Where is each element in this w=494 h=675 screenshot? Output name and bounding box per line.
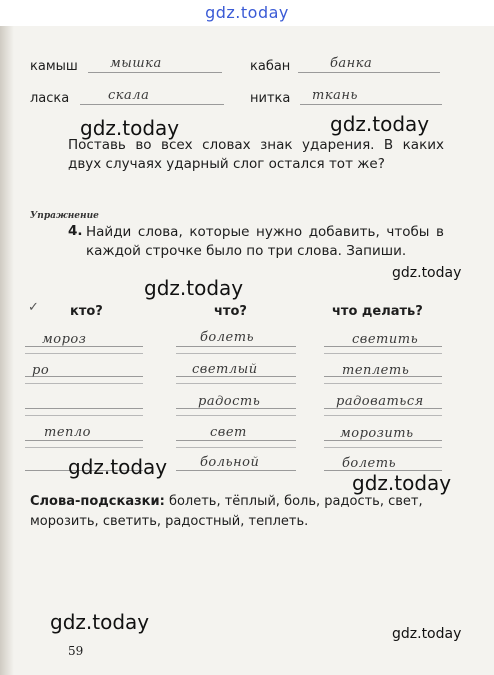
answer-line [80,104,224,105]
watermark: gdz.today [392,626,462,642]
column-header-do: что делать? [332,304,423,319]
table-line [324,353,442,354]
answer-line [300,104,442,105]
table-line [176,353,296,354]
watermark: gdz.today [330,112,430,136]
table-line [176,470,296,471]
watermark: gdz.today [352,471,452,495]
table-line [25,408,143,409]
row3-do: радоваться [336,394,424,409]
table-line [176,415,296,416]
row4-what: свет [210,425,247,440]
table-line [176,346,296,347]
table-line [25,447,143,448]
watermark: gdz.today [80,116,180,140]
exercise-instruction: Найди слова, которые нужно добавить, чтобы в каждой строчке было по три слова. Запиши. [86,224,444,259]
row2-who: ро [32,363,50,378]
table-line [176,383,296,384]
hints-label: Слова-подсказки: [30,494,165,509]
word-kamysh: камыш [30,59,78,74]
hints-words: болеть, тёплый, боль, радость, свет, морозить, светить, радостный, теплеть. [30,494,423,529]
row1-do: светить [352,332,419,347]
row4-who: тепло [44,425,91,440]
table-line [324,383,442,384]
watermark-top: gdz.today [205,3,289,22]
watermark: gdz.today [144,276,244,300]
column-header-what: что? [214,304,247,319]
row4-do: морозить [340,426,414,441]
column-header-who: кто? [70,304,103,319]
table-line [25,383,143,384]
row1-who: мороз [42,332,87,347]
word-laska: ласка [30,91,70,106]
answer-banka: банка [330,56,373,71]
table-line [25,440,143,441]
exercise-label: Упражнение [30,211,99,221]
row2-what: светлый [192,362,258,377]
row5-what: больной [200,455,260,470]
word-kaban: кабан [250,59,291,74]
table-line [25,415,143,416]
row5-do: болеть [342,456,397,471]
watermark: gdz.today [50,610,150,634]
answer-skala: скала [108,88,150,103]
row1-what: болеть [200,330,255,345]
table-line [176,447,296,448]
word-nitka: нитка [250,91,291,106]
page-spine-shadow [0,0,14,675]
answer-tkan: ткань [312,88,358,103]
table-line [176,440,296,441]
watermark-top-bar [0,0,494,26]
watermark: gdz.today [68,455,168,479]
table-line [324,447,442,448]
row2-do: теплеть [342,363,410,378]
answer-line [298,72,440,73]
page-number: 59 [68,644,84,658]
row3-what: радость [198,394,261,409]
check-mark-icon: ✓ [28,300,39,315]
answer-line [88,72,222,73]
watermark: gdz.today [392,265,462,281]
table-line [25,353,143,354]
task-stress-instruction: Поставь во всех словах знак ударения. В каких двух случаях ударный слог остался тот же? [68,137,444,172]
hints-block [30,492,460,532]
exercise-number: 4. [68,223,83,239]
table-line [324,415,442,416]
answer-myshka: мышка [110,56,162,71]
